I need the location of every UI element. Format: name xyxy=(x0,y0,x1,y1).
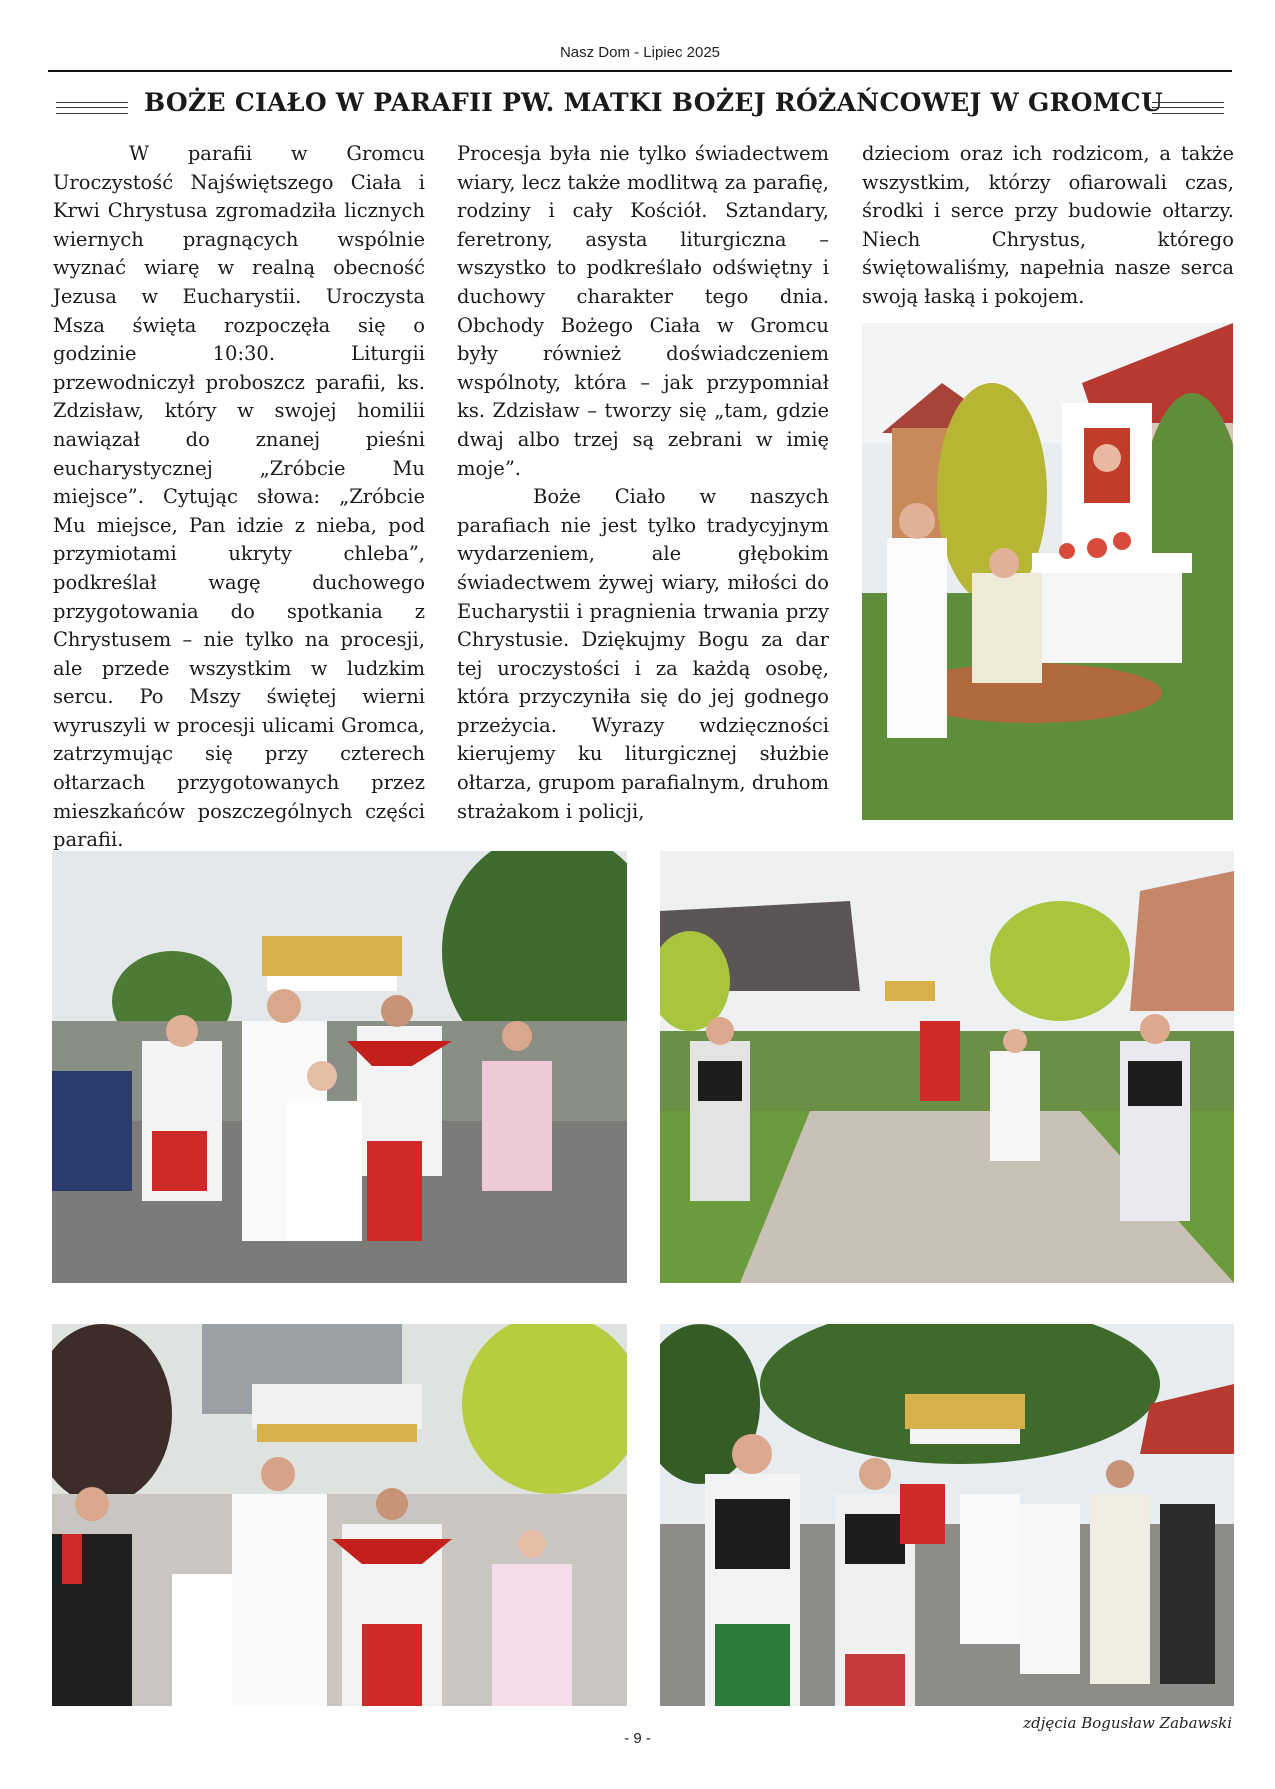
text-column-2 xyxy=(457,140,829,826)
photo-credit: zdjęcia Bogusław Zabawski xyxy=(1023,1714,1232,1732)
paragraph: dzieciom oraz ich rodzicom, a także wszystkim, którzy ofiarowali czas, środki i serce przy budowie ołtarzy. Niech Chrystus, którego świętowaliśmy, napełnia nasze serca swoją łaską i pokojem. xyxy=(862,142,1234,308)
photo-procession-2 xyxy=(660,851,1234,1283)
magazine-header: Nasz Dom - Lipiec 2025 xyxy=(559,44,721,61)
title-row xyxy=(48,84,1232,128)
paragraph: Boże Ciało w naszych parafiach nie jest tylko tradycyjnym wydarzeniem, ale głębokim świadectwem żywej wiary, miłości do Eucharystii i pragnienia trwania przy Chrystusie. Dziękujmy Bogu za dar tej uroczystości i za każdą osobę, która przyczyniła się do jej godnego przeżycia. Wyrazy wdzięczności kierujemy ku liturgicznej służbie ołtarza, grupom parafialnym, druhom strażakom i policji, xyxy=(457,485,829,823)
header-rule xyxy=(48,70,1232,72)
article-title: BOŻE CIAŁO W PARAFII PW. MATKI BOŻEJ RÓŻAŃCOWEJ W GROMCU xyxy=(144,88,1164,117)
photo-altar xyxy=(862,323,1233,820)
text-column-3 xyxy=(862,140,1234,312)
title-ornament-right xyxy=(1152,102,1224,114)
photo-procession-4 xyxy=(660,1324,1234,1706)
text-column-1 xyxy=(53,140,425,855)
paragraph: Procesja była nie tylko świadectwem wiary, lecz także modlitwą za parafię, rodziny i cały Kościół. Sztandary, feretrony, asysta liturgiczna – wszystko to podkreślało odświętny i duchowy charakter tego dnia. Obchody Bożego Ciała w Gromcu były również doświadczeniem wspólnoty, która – jak przypomniał ks. Zdzisław – tworzy się „tam, gdzie dwaj albo trzej są zebrani w imię moje”. xyxy=(457,142,829,480)
photo-procession-3 xyxy=(52,1324,627,1706)
photo-procession-1 xyxy=(52,851,627,1283)
title-ornament-left xyxy=(56,102,128,114)
paragraph: W parafii w Gromcu Uroczystość Najświętszego Ciała i Krwi Chrystusa zgromadziła licznych wiernych pragnących wspólnie wyznać wiarę w realną obecność Jezusa w Eucharystii. Uroczysta Msza święta rozpoczęła się o godzinie 10:30. Liturgii przewodniczył proboszcz parafii, ks. Zdzisław, który w swojej homilii nawiązał do znanej pieśni eucharystycznej „Zróbcie Mu miejsce”. Cytując słowa: „Zróbcie Mu miejsce, Pan idzie z nieba, pod przymiotami ukryty chleba”, podkreślał wagę duchowego przygotowania do spotkania z Chrystusem – nie tylko na procesji, ale przede wszystkim w ludzkim sercu. Po Mszy świętej wierni wyruszyli w procesji ulicami Gromca, zatrzymując się przy czterech ołtarzach przygotowanych przez mieszkańców poszczególnych części parafii. xyxy=(53,142,425,852)
page-number: - 9 - xyxy=(624,1730,651,1747)
